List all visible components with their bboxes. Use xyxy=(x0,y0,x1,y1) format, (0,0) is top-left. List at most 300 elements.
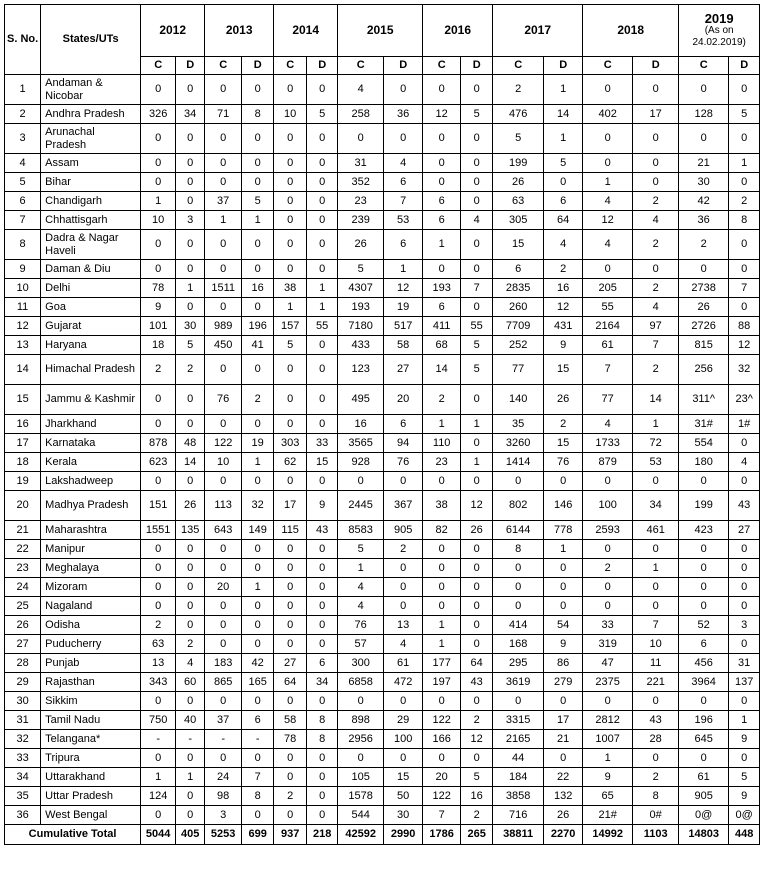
deaths-cell: 43 xyxy=(307,521,338,540)
year-2019-label: 2019 xyxy=(704,11,734,26)
deaths-cell: 778 xyxy=(544,521,583,540)
year-header: 2017 xyxy=(493,5,583,57)
cases-cell: 0 xyxy=(679,75,729,105)
state-name: Maharashtra xyxy=(41,521,141,540)
cases-cell: 0 xyxy=(274,230,307,260)
deaths-cell: 53 xyxy=(633,453,679,472)
cases-cell: 0 xyxy=(205,355,242,385)
cases-cell: 898 xyxy=(338,711,384,730)
deaths-cell: 72 xyxy=(633,434,679,453)
table-row xyxy=(5,491,760,521)
deaths-cell: 86 xyxy=(544,654,583,673)
deaths-cell: 0 xyxy=(633,472,679,491)
cases-cell: 4 xyxy=(583,230,633,260)
cases-cell: 2 xyxy=(141,616,176,635)
serial-number: 22 xyxy=(5,540,41,559)
cases-cell: 352 xyxy=(338,173,384,192)
deaths-cell: 1 xyxy=(242,211,274,230)
serial-number: 21 xyxy=(5,521,41,540)
deaths-cell: 0 xyxy=(461,578,493,597)
serial-number: 33 xyxy=(5,749,41,768)
deaths-cell: 4 xyxy=(384,154,423,173)
deaths-cell: 12 xyxy=(384,279,423,298)
deaths-cell: 43 xyxy=(729,491,760,521)
deaths-cell: 0 xyxy=(461,230,493,260)
table-row xyxy=(5,279,760,298)
cases-cell: 2956 xyxy=(338,730,384,749)
cases-cell: 6144 xyxy=(493,521,544,540)
deaths-cell: 165 xyxy=(242,673,274,692)
total-deaths-cell: 2270 xyxy=(544,825,583,845)
cases-cell: 157 xyxy=(274,317,307,336)
serial-number: 12 xyxy=(5,317,41,336)
deaths-cell: 8 xyxy=(242,105,274,124)
deaths-cell: 0 xyxy=(729,75,760,105)
deaths-cell: 5 xyxy=(461,336,493,355)
deaths-cell: 0 xyxy=(176,415,205,434)
deaths-cell: 0 xyxy=(242,124,274,154)
deaths-cell: 0 xyxy=(307,616,338,635)
cases-cell: 6858 xyxy=(338,673,384,692)
serial-number: 6 xyxy=(5,192,41,211)
cases-cell: 61 xyxy=(583,336,633,355)
deaths-cell: 12 xyxy=(461,730,493,749)
deaths-subheader: D xyxy=(633,57,679,75)
deaths-cell: 5 xyxy=(307,105,338,124)
cases-cell: 168 xyxy=(493,635,544,654)
cases-cell: 122 xyxy=(423,787,461,806)
deaths-cell: 2 xyxy=(461,806,493,825)
deaths-cell: 0 xyxy=(544,597,583,616)
state-name: Jammu & Kashmir xyxy=(41,385,141,415)
deaths-cell: 0 xyxy=(242,749,274,768)
deaths-cell: 0 xyxy=(176,385,205,415)
total-cases-cell: 14992 xyxy=(583,825,633,845)
state-name: Rajasthan xyxy=(41,673,141,692)
table-row xyxy=(5,806,760,825)
deaths-cell: 8 xyxy=(729,211,760,230)
deaths-cell: 367 xyxy=(384,491,423,521)
deaths-cell: 0 xyxy=(307,768,338,787)
state-header: States/UTs xyxy=(41,5,141,75)
cases-cell: 878 xyxy=(141,434,176,453)
cases-cell: 76 xyxy=(338,616,384,635)
deaths-cell: 0 xyxy=(307,154,338,173)
deaths-cell: 0 xyxy=(461,616,493,635)
deaths-cell: 0 xyxy=(307,415,338,434)
state-name: Jharkhand xyxy=(41,415,141,434)
cases-cell: 0 xyxy=(679,597,729,616)
deaths-cell: 10 xyxy=(633,635,679,654)
serial-number: 23 xyxy=(5,559,41,578)
deaths-cell: 137 xyxy=(729,673,760,692)
serial-number: 29 xyxy=(5,673,41,692)
deaths-cell: 0 xyxy=(176,260,205,279)
table-row xyxy=(5,317,760,336)
deaths-cell: 0 xyxy=(633,154,679,173)
deaths-cell: 19 xyxy=(384,298,423,317)
table-row xyxy=(5,415,760,434)
deaths-cell: 4 xyxy=(633,298,679,317)
deaths-cell: 0 xyxy=(461,260,493,279)
serial-number: 32 xyxy=(5,730,41,749)
state-name: Assam xyxy=(41,154,141,173)
deaths-cell: 0 xyxy=(544,559,583,578)
deaths-cell: 0 xyxy=(242,154,274,173)
serial-number: 3 xyxy=(5,124,41,154)
deaths-cell: 0 xyxy=(307,385,338,415)
cases-cell: 319 xyxy=(583,635,633,654)
cases-cell: 23 xyxy=(423,453,461,472)
deaths-cell: 0 xyxy=(242,355,274,385)
deaths-cell: 0 xyxy=(461,692,493,711)
deaths-cell: 61 xyxy=(384,654,423,673)
cases-cell: 16 xyxy=(338,415,384,434)
deaths-cell: 34 xyxy=(633,491,679,521)
cases-cell: 456 xyxy=(679,654,729,673)
deaths-cell: 0 xyxy=(633,173,679,192)
deaths-cell: 0 xyxy=(242,298,274,317)
cases-cell: 196 xyxy=(679,711,729,730)
deaths-cell: 1 xyxy=(307,279,338,298)
cases-cell: 0 xyxy=(205,298,242,317)
deaths-cell: 0 xyxy=(176,75,205,105)
table-row xyxy=(5,711,760,730)
deaths-cell: 54 xyxy=(544,616,583,635)
deaths-cell: 0 xyxy=(729,472,760,491)
state-name: Punjab xyxy=(41,654,141,673)
cases-cell: 495 xyxy=(338,385,384,415)
cases-cell: 27 xyxy=(274,654,307,673)
cases-cell: 0 xyxy=(274,578,307,597)
deaths-cell: 0 xyxy=(307,692,338,711)
deaths-cell: 30 xyxy=(384,806,423,825)
deaths-cell: 7 xyxy=(633,336,679,355)
deaths-cell: 28 xyxy=(633,730,679,749)
deaths-cell: 0 xyxy=(461,154,493,173)
cases-table-container xyxy=(4,4,760,845)
cases-cell: 0 xyxy=(423,559,461,578)
cases-cell: 8583 xyxy=(338,521,384,540)
deaths-subheader: D xyxy=(307,57,338,75)
deaths-cell: 26 xyxy=(544,806,583,825)
cases-cell: 8 xyxy=(493,540,544,559)
cases-cell: 4307 xyxy=(338,279,384,298)
cases-cell: 37 xyxy=(205,192,242,211)
serial-number: 34 xyxy=(5,768,41,787)
deaths-cell: 5 xyxy=(544,154,583,173)
deaths-cell: 0 xyxy=(729,173,760,192)
deaths-cell: 135 xyxy=(176,521,205,540)
cases-cell: 0 xyxy=(141,749,176,768)
deaths-cell: 0 xyxy=(307,173,338,192)
table-row xyxy=(5,154,760,173)
cases-cell: 0 xyxy=(338,472,384,491)
state-name: Uttar Pradesh xyxy=(41,787,141,806)
cases-cell: 100 xyxy=(583,491,633,521)
cases-cell: 4 xyxy=(338,75,384,105)
state-name: Chhattisgarh xyxy=(41,211,141,230)
deaths-cell: 0 xyxy=(729,559,760,578)
table-row xyxy=(5,597,760,616)
deaths-cell: 0 xyxy=(176,298,205,317)
deaths-cell: 0 xyxy=(307,806,338,825)
total-row xyxy=(5,825,760,845)
deaths-cell: 1 xyxy=(729,711,760,730)
cases-subheader: C xyxy=(274,57,307,75)
cases-cell: 3964 xyxy=(679,673,729,692)
year-header: 2012 xyxy=(141,5,205,57)
table-row xyxy=(5,75,760,105)
state-name: Delhi xyxy=(41,279,141,298)
deaths-cell: 1 xyxy=(176,279,205,298)
cases-cell: 20 xyxy=(205,578,242,597)
serial-number: 25 xyxy=(5,597,41,616)
table-row xyxy=(5,298,760,317)
cases-cell: 3260 xyxy=(493,434,544,453)
state-name: Gujarat xyxy=(41,317,141,336)
cases-cell: 260 xyxy=(493,298,544,317)
total-deaths-cell: 699 xyxy=(242,825,274,845)
cases-cell: 0 xyxy=(679,559,729,578)
deaths-cell: 0 xyxy=(307,260,338,279)
deaths-cell: 0 xyxy=(307,211,338,230)
deaths-cell: 1 xyxy=(461,453,493,472)
deaths-cell: 23^ xyxy=(729,385,760,415)
deaths-cell: 55 xyxy=(307,317,338,336)
serial-number: 5 xyxy=(5,173,41,192)
serial-number: 18 xyxy=(5,453,41,472)
deaths-cell: 9 xyxy=(544,635,583,654)
cases-cell: 110 xyxy=(423,434,461,453)
cases-cell: 0 xyxy=(274,616,307,635)
deaths-cell: 0 xyxy=(461,635,493,654)
deaths-cell: 1 xyxy=(729,154,760,173)
deaths-cell: 0 xyxy=(176,692,205,711)
cases-subheader: C xyxy=(338,57,384,75)
cases-cell: 0 xyxy=(205,124,242,154)
deaths-cell: 0 xyxy=(461,75,493,105)
cases-subheader: C xyxy=(679,57,729,75)
table-row xyxy=(5,673,760,692)
cases-cell: 0@ xyxy=(679,806,729,825)
cases-cell: 63 xyxy=(141,635,176,654)
deaths-cell: 5 xyxy=(729,768,760,787)
table-row xyxy=(5,692,760,711)
deaths-cell: 0 xyxy=(242,559,274,578)
cases-cell: 76 xyxy=(205,385,242,415)
cases-cell: 37 xyxy=(205,711,242,730)
cases-cell: 31# xyxy=(679,415,729,434)
deaths-cell: 0 xyxy=(633,260,679,279)
cases-cell: 0 xyxy=(274,260,307,279)
cases-cell: 17 xyxy=(274,491,307,521)
cases-cell: 905 xyxy=(679,787,729,806)
cases-cell: 7 xyxy=(423,806,461,825)
cases-cell: 123 xyxy=(338,355,384,385)
deaths-cell: 132 xyxy=(544,787,583,806)
deaths-cell: 6 xyxy=(307,654,338,673)
deaths-cell: 15 xyxy=(384,768,423,787)
cases-cell: 98 xyxy=(205,787,242,806)
serial-number: 1 xyxy=(5,75,41,105)
cases-cell: 0 xyxy=(274,472,307,491)
deaths-cell: 0 xyxy=(729,124,760,154)
cases-cell: 1414 xyxy=(493,453,544,472)
deaths-cell: - xyxy=(242,730,274,749)
cases-cell: 0 xyxy=(205,559,242,578)
deaths-cell: 32 xyxy=(242,491,274,521)
deaths-cell: 0 xyxy=(729,635,760,654)
cases-cell: - xyxy=(205,730,242,749)
cases-cell: 1 xyxy=(205,211,242,230)
cases-cell: 140 xyxy=(493,385,544,415)
cases-cell: 0 xyxy=(583,692,633,711)
cases-cell: 0 xyxy=(679,260,729,279)
deaths-cell: 2 xyxy=(242,385,274,415)
cases-cell: 0 xyxy=(141,415,176,434)
deaths-cell: 0 xyxy=(307,124,338,154)
deaths-cell: 58 xyxy=(384,336,423,355)
serial-number: 27 xyxy=(5,635,41,654)
deaths-cell: 32 xyxy=(729,355,760,385)
deaths-cell: 0 xyxy=(176,616,205,635)
deaths-cell: 29 xyxy=(384,711,423,730)
deaths-cell: 2 xyxy=(633,192,679,211)
cases-cell: 0 xyxy=(583,540,633,559)
state-name: Sikkim xyxy=(41,692,141,711)
cases-cell: 0 xyxy=(423,692,461,711)
serial-number: 28 xyxy=(5,654,41,673)
state-name: Kerala xyxy=(41,453,141,472)
deaths-cell: 0 xyxy=(176,787,205,806)
state-name: Tripura xyxy=(41,749,141,768)
cases-cell: 0 xyxy=(141,540,176,559)
cases-cell: 10 xyxy=(274,105,307,124)
deaths-cell: 55 xyxy=(461,317,493,336)
deaths-cell: 431 xyxy=(544,317,583,336)
deaths-cell: 1 xyxy=(176,768,205,787)
deaths-cell: 7 xyxy=(633,616,679,635)
table-row xyxy=(5,385,760,415)
cases-cell: 865 xyxy=(205,673,242,692)
deaths-cell: 0 xyxy=(461,173,493,192)
table-row xyxy=(5,540,760,559)
deaths-cell: 0 xyxy=(307,597,338,616)
table-row xyxy=(5,336,760,355)
state-name: Dadra & Nagar Haveli xyxy=(41,230,141,260)
deaths-cell: 1 xyxy=(242,453,274,472)
state-name: West Bengal xyxy=(41,806,141,825)
cases-cell: 0 xyxy=(274,806,307,825)
cases-cell: 0 xyxy=(679,692,729,711)
serial-number: 4 xyxy=(5,154,41,173)
cases-cell: 0 xyxy=(205,635,242,654)
year-header: 2016 xyxy=(423,5,493,57)
cases-cell: 0 xyxy=(423,597,461,616)
cases-cell: 0 xyxy=(423,75,461,105)
cases-cell: 0 xyxy=(274,124,307,154)
as-on-label: (As on xyxy=(704,25,734,36)
year-header: 2015 xyxy=(338,5,423,57)
cases-cell: 4 xyxy=(583,415,633,434)
year-header: 2018 xyxy=(583,5,679,57)
cases-cell: 30 xyxy=(679,173,729,192)
cases-cell: 1 xyxy=(583,173,633,192)
cases-cell: 71 xyxy=(205,105,242,124)
state-name: Andhra Pradesh xyxy=(41,105,141,124)
deaths-cell: 1 xyxy=(461,415,493,434)
cases-cell: 105 xyxy=(338,768,384,787)
deaths-cell: 1 xyxy=(242,578,274,597)
deaths-cell: 0 xyxy=(461,434,493,453)
cases-cell: 0 xyxy=(274,211,307,230)
deaths-cell: 0 xyxy=(384,472,423,491)
cases-cell: 802 xyxy=(493,491,544,521)
deaths-cell: 5 xyxy=(461,105,493,124)
deaths-cell: 9 xyxy=(544,336,583,355)
table-row xyxy=(5,453,760,472)
deaths-cell: 0 xyxy=(176,578,205,597)
cases-cell: 0 xyxy=(141,385,176,415)
serial-number: 14 xyxy=(5,355,41,385)
cases-cell: 305 xyxy=(493,211,544,230)
cases-cell: 13 xyxy=(141,654,176,673)
cases-cell: 0 xyxy=(205,173,242,192)
deaths-cell: 0 xyxy=(242,635,274,654)
cases-cell: 4 xyxy=(338,578,384,597)
deaths-cell: 9 xyxy=(729,730,760,749)
cases-cell: 0 xyxy=(679,540,729,559)
state-name: Arunachal Pradesh xyxy=(41,124,141,154)
cases-cell: 623 xyxy=(141,453,176,472)
cases-cell: 0 xyxy=(493,692,544,711)
deaths-cell: 2 xyxy=(176,635,205,654)
cases-subheader: C xyxy=(493,57,544,75)
deaths-cell: 13 xyxy=(384,616,423,635)
cases-cell: 0 xyxy=(274,597,307,616)
cases-cell: 0 xyxy=(338,692,384,711)
year-header: 2014 xyxy=(274,5,338,57)
table-row xyxy=(5,192,760,211)
cases-cell: 65 xyxy=(583,787,633,806)
cases-cell: 0 xyxy=(141,578,176,597)
cases-cell: 1 xyxy=(583,749,633,768)
deaths-cell: 1# xyxy=(729,415,760,434)
serial-number: 24 xyxy=(5,578,41,597)
deaths-cell: 31 xyxy=(729,654,760,673)
cases-cell: 5 xyxy=(274,336,307,355)
deaths-subheader: D xyxy=(176,57,205,75)
deaths-cell: 1 xyxy=(633,559,679,578)
deaths-cell: 19 xyxy=(242,434,274,453)
deaths-cell: 0 xyxy=(384,749,423,768)
year-header: 2013 xyxy=(205,5,274,57)
cases-cell: 476 xyxy=(493,105,544,124)
deaths-cell: 50 xyxy=(384,787,423,806)
cases-cell: 0 xyxy=(205,692,242,711)
serial-number: 30 xyxy=(5,692,41,711)
deaths-cell: 146 xyxy=(544,491,583,521)
total-cases-cell: 42592 xyxy=(338,825,384,845)
cases-cell: 0 xyxy=(679,472,729,491)
deaths-cell: 17 xyxy=(544,711,583,730)
deaths-cell: 0 xyxy=(729,260,760,279)
total-deaths-cell: 265 xyxy=(461,825,493,845)
cases-cell: 183 xyxy=(205,654,242,673)
deaths-cell: 17 xyxy=(633,105,679,124)
cases-cell: 9 xyxy=(583,768,633,787)
